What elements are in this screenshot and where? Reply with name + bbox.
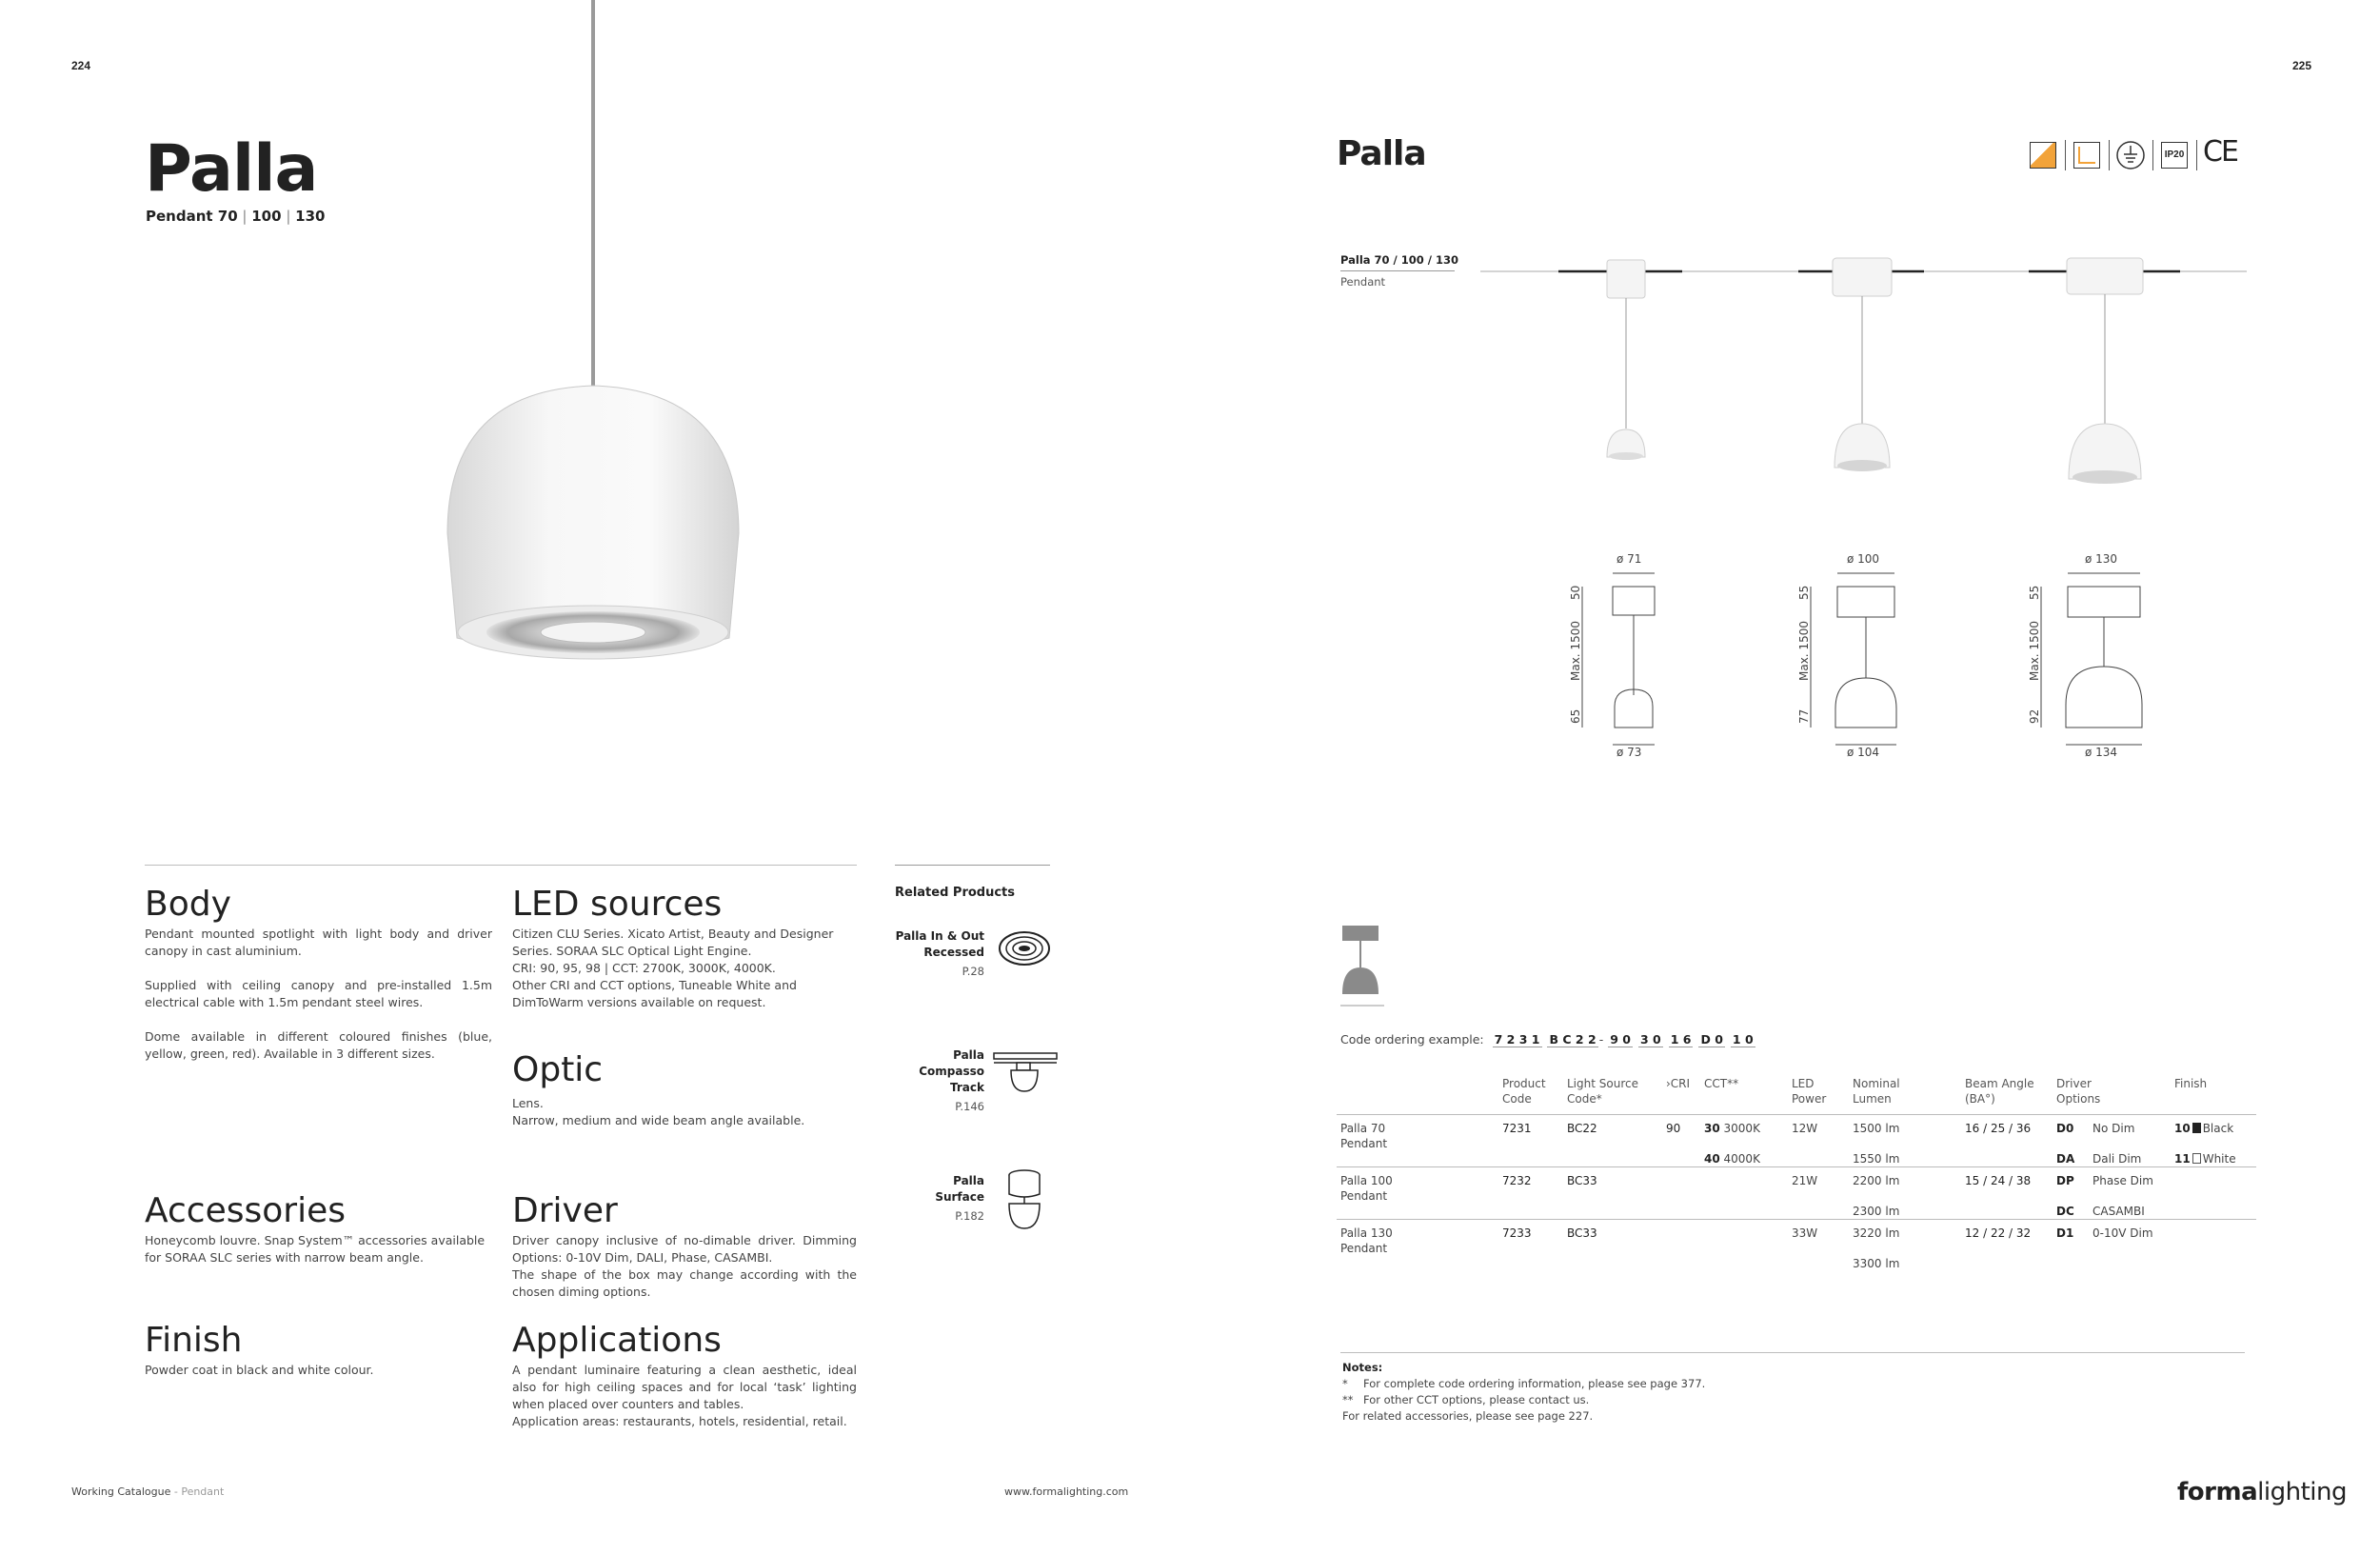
section-heading-driver: Driver — [512, 1191, 618, 1230]
page-number-left: 224 — [71, 59, 91, 72]
swatch-white — [2192, 1153, 2201, 1164]
code-ordering-example: Code ordering example: 7 2 3 1 B C 2 2 - 9 0 3 0 1 6 D 0 1 0 — [1340, 1032, 1754, 1047]
page-title: Palla — [145, 131, 318, 207]
section-divider — [145, 865, 857, 866]
related-item[interactable]: Palla In & Out Recessed P.28 — [885, 928, 984, 978]
dim-top-diameter: ø 100 — [1847, 552, 1880, 566]
led-line: CRI: 90, 95, 98 | CCT: 2700K, 3000K, 4000K. — [512, 961, 776, 975]
body-paragraph: Pendant mounted spotlight with light body and driver canopy in cast aluminium. — [145, 927, 492, 958]
related-page-ref: P.182 — [955, 1209, 984, 1223]
driver-line: Driver canopy inclusive of no-dimable driver. Dimming Options: 0-10V Dim, DALI, Phase, CASAMBI. — [512, 1233, 857, 1265]
code-segment: 9 0 — [1610, 1032, 1631, 1047]
dim-vertical-group: 55 Max. 1500 92 — [2028, 585, 2041, 724]
swatch-black — [2192, 1123, 2201, 1133]
pendant-type-icon — [1340, 926, 1386, 1007]
surface-spotlight-icon — [1003, 1167, 1045, 1232]
code-segment: 1 0 — [1732, 1032, 1754, 1047]
warm-light-icon — [2030, 142, 2056, 169]
related-page-ref: P.28 — [962, 965, 984, 978]
table-header-row — [1337, 1076, 2256, 1115]
col-header: Driver Options — [2056, 1077, 2101, 1106]
section-heading-finish: Finish — [145, 1321, 243, 1360]
code-segment: 3 0 — [1639, 1032, 1661, 1047]
earth-ground-icon — [2115, 140, 2146, 170]
recessed-downlight-icon — [998, 929, 1051, 967]
notes-heading: Notes: — [1342, 1361, 1383, 1374]
table-row: Palla 130 Pendant 7233 BC33 33W 3220 lm 3300 lm 12 / 22 / 32 D1 0-10V Dim — [1337, 1220, 2256, 1272]
col-header: LED Power — [1792, 1077, 1827, 1106]
dim-bottom-diameter: ø 104 — [1847, 746, 1880, 759]
section-led-sources — [512, 886, 857, 1011]
notes-block — [1342, 1360, 2009, 1425]
variant-title: Palla 70 / 100 / 130 — [1340, 253, 1458, 267]
section-heading-led: LED sources — [512, 885, 723, 924]
product-photo — [381, 0, 819, 686]
related-item[interactable]: Palla Surface P.182 — [885, 1173, 984, 1223]
related-heading: Related Products — [895, 886, 1016, 900]
led-line: Citizen CLU Series. Xicato Artist, Beauty and Designer Series. SORAA SLC Optical Light Engine. — [512, 927, 834, 958]
col-header: CCT** — [1704, 1077, 1739, 1090]
table-row: Palla 100 Pendant 7232 BC33 21W 2200 lm 2300 lm 15 / 24 / 38 DP Phase Dim DC CASAMBI — [1337, 1167, 2256, 1220]
spec-table — [1337, 1076, 2256, 1271]
dim-vertical-group: 55 Max. 1500 77 — [1797, 585, 1811, 724]
note-extra: For related accessories, please see page 227. — [1342, 1409, 1594, 1423]
led-line: Other CRI and CCT options, Tuneable White and DimToWarm versions available on request. — [512, 978, 797, 1009]
page-number-right: 225 — [2292, 59, 2312, 72]
code-segment: 7 2 3 1 — [1494, 1032, 1540, 1047]
section-body — [145, 886, 492, 1063]
section-finish — [145, 1322, 492, 1379]
page-subtitle: Pendant 70 | 100 | 130 — [146, 208, 326, 225]
table-row: Palla 70 Pendant 7231 BC22 90 30 3000K 40 4000K 12W 1500 lm 1550 lm 16 / 25 / 36 D0 No Dim DA Dali Dim 10 Black 11 White — [1337, 1115, 2256, 1167]
variant-sub: Pendant — [1340, 275, 1386, 289]
section-heading-applications: Applications — [512, 1321, 722, 1360]
col-header: Finish — [2174, 1077, 2208, 1090]
track-spotlight-icon — [992, 1049, 1059, 1095]
footer-left: Working Catalogue - Pendant — [71, 1485, 225, 1498]
ce-mark-icon: CE — [2203, 135, 2237, 169]
code-segment: 1 6 — [1670, 1032, 1692, 1047]
dim-bottom-diameter: ø 134 — [2085, 746, 2118, 759]
dim-vertical-group: 50 Max. 1500 65 — [1569, 585, 1582, 724]
related-divider — [895, 865, 1050, 866]
note-item: ** For other CCT options, please contact us. — [1342, 1393, 1590, 1406]
right-page-title: Palla — [1337, 134, 1426, 173]
section-accessories — [145, 1192, 492, 1266]
note-item: * For complete code ordering information, please see page 377. — [1342, 1377, 1706, 1390]
pendant-wire — [591, 0, 595, 390]
related-item[interactable]: Palla Compasso Track P.146 — [885, 1047, 984, 1113]
accessories-text: Honeycomb louvre. Snap System™ accessories available for SORAA SLC series with narrow beam angle. — [145, 1233, 486, 1265]
section-optic — [512, 1051, 857, 1129]
cool-light-icon — [2073, 142, 2100, 169]
col-header: ›CRI — [1666, 1077, 1691, 1090]
body-paragraph: Dome available in different coloured finishes (blue, yellow, green, red). Available in 3 different sizes. — [145, 1029, 492, 1061]
dimension-drawings — [1561, 552, 2180, 771]
dim-bottom-diameter: ø 73 — [1616, 746, 1642, 759]
dim-top-diameter: ø 130 — [2085, 552, 2118, 566]
col-header: Light Source Code* — [1567, 1077, 1638, 1106]
section-heading-body: Body — [145, 885, 231, 924]
col-header: Nominal Lumen — [1853, 1077, 1900, 1106]
body-paragraph: Supplied with ceiling canopy and pre-installed 1.5m electrical cable with 1.5m pendant steel wires. — [145, 978, 492, 1009]
section-heading-optic: Optic — [512, 1050, 604, 1089]
footer-url[interactable]: www.formalighting.com — [1004, 1485, 1129, 1498]
section-applications — [512, 1322, 857, 1430]
optic-line: Narrow, medium and wide beam angle available. — [512, 1113, 805, 1127]
optic-line: Lens. — [512, 1096, 544, 1110]
col-header: Product Code — [1502, 1077, 1546, 1106]
brand-logo: formalighting — [2177, 1478, 2347, 1506]
applications-line: A pendant luminaire featuring a clean aesthetic, ideal also for high ceiling spaces and for local ‘task’ lighting when placed over counters and tables. — [512, 1363, 857, 1411]
applications-line: Application areas: restaurants, hotels, residential, retail. — [512, 1414, 847, 1428]
product-lineup — [1480, 252, 2247, 500]
section-driver — [512, 1192, 857, 1301]
ip20-icon: IP20 — [2161, 142, 2188, 169]
code-segment: D 0 — [1700, 1032, 1723, 1047]
col-header: Beam Angle (BA°) — [1965, 1077, 2034, 1106]
code-segment: B C 2 2 — [1549, 1032, 1597, 1047]
finish-text: Powder coat in black and white colour. — [145, 1363, 374, 1377]
section-heading-accessories: Accessories — [145, 1191, 346, 1230]
driver-line: The shape of the box may change according with the chosen diming options. — [512, 1267, 857, 1299]
dim-top-diameter: ø 71 — [1616, 552, 1642, 566]
related-page-ref: P.146 — [955, 1100, 984, 1113]
